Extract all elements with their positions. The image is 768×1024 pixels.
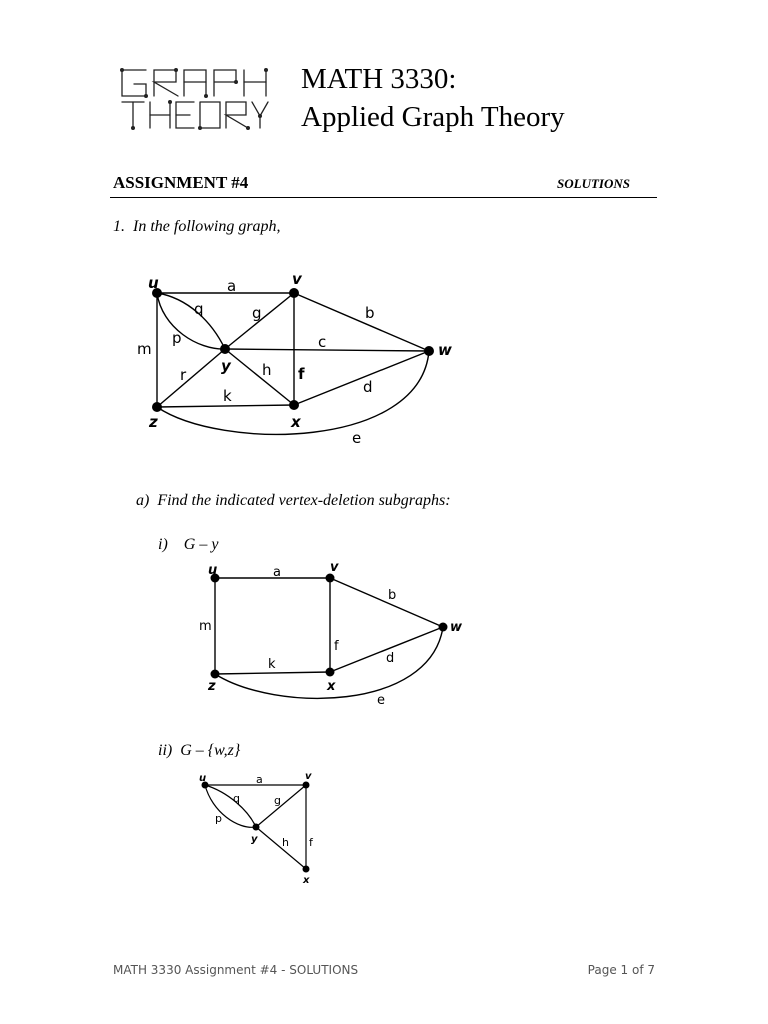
vertex-z [211, 670, 220, 679]
vertex-w [439, 623, 448, 632]
edge-label-k: k [268, 657, 276, 672]
edge-label-k: k [223, 387, 232, 405]
edge-label-m: m [199, 619, 212, 634]
edge-p [205, 785, 256, 827]
footer-document-title: MATH 3330 Assignment #4 - SOLUTIONS [113, 963, 359, 977]
edge-label-q: q [194, 300, 204, 318]
edge-label-e: e [352, 429, 362, 447]
solutions-tag: SOLUTIONS [557, 176, 630, 191]
vertex-y [253, 824, 260, 831]
edge-label-f: f [309, 836, 313, 849]
vertex-label-x: x [303, 875, 310, 886]
vertex-x [303, 866, 310, 873]
edge-label-g: g [274, 794, 281, 807]
edge-b [330, 578, 443, 627]
edge-label-p: p [215, 812, 222, 825]
vertex-label-z: z [149, 413, 158, 431]
edge-c [225, 349, 429, 351]
vertex-label-x: x [327, 679, 336, 694]
course-code-title: MATH 3330: [301, 63, 457, 95]
edge-label-a: a [273, 565, 281, 580]
graph-g-minus-y-diagram [190, 555, 480, 715]
edge-h [256, 827, 306, 869]
edge-p [157, 293, 225, 349]
edge-label-p: p [172, 329, 182, 347]
vertex-label-u: u [199, 773, 207, 784]
graph-theory-logo [118, 66, 270, 132]
heading-rule [110, 197, 657, 198]
edge-k [215, 672, 330, 674]
edge-label-b: b [365, 304, 375, 322]
question-part-a-text: a) Find the indicated vertex-deletion subgraphs: [136, 492, 451, 509]
vertex-x [289, 400, 299, 410]
edge-label-f: f [298, 365, 305, 383]
edge-label-h: h [262, 361, 272, 379]
vertex-y [220, 344, 230, 354]
graph-g-diagram [130, 262, 470, 452]
edge-label-d: d [363, 378, 373, 396]
vertex-v [303, 782, 310, 789]
edge-b [294, 293, 429, 351]
question-part-ii-text: ii) G – {w,z} [158, 742, 241, 759]
edge-label-a: a [227, 277, 237, 295]
vertex-label-y: y [221, 357, 231, 375]
vertex-label-w: w [438, 341, 452, 359]
question-part-i-text: i) G – y [158, 536, 219, 553]
edge-label-d: d [386, 651, 395, 666]
assignment-heading: ASSIGNMENT #4 [113, 173, 249, 192]
vertex-label-x: x [291, 413, 301, 431]
vertex-label-u: u [208, 563, 218, 578]
edge-label-a: a [256, 773, 263, 786]
vertex-z [152, 402, 162, 412]
edge-label-q: q [233, 792, 240, 805]
edge-label-g: g [252, 304, 262, 322]
edge-k [157, 405, 294, 407]
vertex-w [424, 346, 434, 356]
vertex-label-v: v [330, 560, 339, 575]
edge-g [256, 785, 306, 827]
edge-label-r: r [180, 366, 187, 384]
vertex-label-u: u [148, 274, 159, 292]
edge-label-b: b [388, 588, 397, 603]
edge-label-e: e [377, 693, 385, 708]
course-name-title: Applied Graph Theory [301, 101, 565, 133]
edge-label-c: c [318, 333, 327, 351]
edge-label-h: h [282, 836, 289, 849]
vertex-label-w: w [450, 620, 463, 635]
vertex-label-y: y [251, 834, 258, 845]
vertex-label-z: z [208, 679, 216, 694]
graph-g-minus-wz-diagram [195, 765, 335, 890]
edge-d [294, 351, 429, 405]
vertex-label-v: v [292, 270, 302, 288]
vertex-label-v: v [305, 771, 312, 782]
footer-page-number: Page 1 of 7 [587, 963, 655, 977]
edge-label-m: m [137, 340, 152, 358]
vertex-v [289, 288, 299, 298]
question-1-text: 1. In the following graph, [113, 218, 281, 235]
edge-r [157, 349, 225, 407]
vertex-x [326, 668, 335, 677]
edge-h [225, 349, 294, 405]
edge-label-f: f [334, 639, 339, 654]
